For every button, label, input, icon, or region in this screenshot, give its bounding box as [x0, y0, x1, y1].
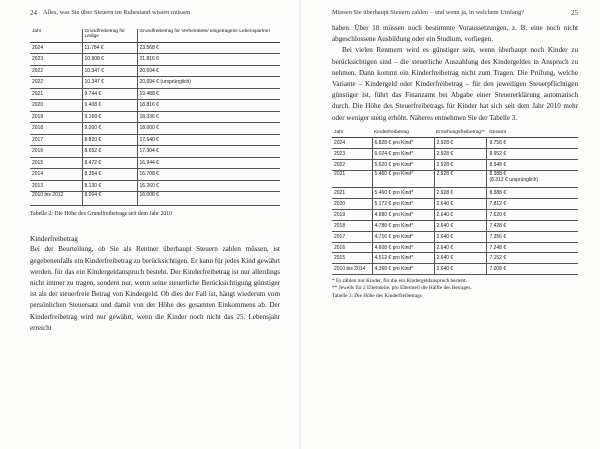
cell-child-allowance: 4.368 € pro Kind* [372, 264, 434, 275]
cell-married: 20.694 € (ursprünglich) [137, 77, 280, 89]
table-row [30, 77, 280, 89]
table-row [30, 169, 280, 181]
child-allowance-table [332, 130, 578, 275]
table-row [332, 220, 578, 231]
table-header-row [332, 130, 578, 138]
cell-care-allowance: 2.928 € [434, 149, 487, 160]
cell-year: 2014 [30, 169, 82, 181]
right-body-paragraph-1: haben. Über 18 müssen noch bestimmte Voraussetzungen, z. B. eine noch nicht abgeschlossene Ausbildung oder ein Studium, vorliegen. [332, 24, 578, 44]
cell-total [487, 171, 578, 188]
left-running-title: Alles, was Sie über Steuern im Ruhestand wissen müssen [43, 9, 191, 16]
cell-child-allowance: 5.620 € pro Kind* [372, 160, 434, 171]
cell-single: 8.472 € [82, 157, 137, 169]
cell-care-allowance: 2.640 € [434, 209, 487, 220]
table-row [332, 149, 578, 160]
cell-year: 2010 bis 2012 [30, 192, 82, 206]
cell-care-allowance: 2.640 € [434, 220, 487, 231]
cell-single: 11.784 € [82, 42, 137, 54]
right-body-paragraph-2: Bei vielen Rentnern wird es günstiger sein, wenn überhaupt noch Kinder zu berücksichtigen sind – die steuerliche Auszahlung des Kindergeldes in Anspruch zu nehmen. Dann kommt ein Kinderfreibetrag nicht zum Tragen. Die Prüfung, welche Variante – Kindergeld oder Kinderfreibetrag – für den jeweiligen Steuerpflichtigen günstiger ist, führt das Finanzamt bei Abgabe einer Steuererklärung automatisch durch. Die Höhe des Steuerfreibetrags für Kinder hat sich seit dem Jahr 2010 mehr oder weniger stetig erhöht. Näheres entnehmen Sie der Tabelle 3. [332, 46, 578, 122]
cell-year: 2024 [30, 42, 82, 54]
cell-care-allowance: 2.928 € [434, 138, 487, 149]
table-row [332, 253, 578, 264]
cell-year: 2020 [332, 198, 372, 209]
cell-married: 21.816 € [137, 54, 280, 66]
cell-married: 20.694 € [137, 65, 280, 77]
footnote-1: * Es zählen nur Kinder, für die ein Kindergeldanspruch besteht. [332, 278, 467, 285]
right-running-head [332, 9, 578, 17]
cell-care-allowance: 2.640 € [434, 242, 487, 253]
basic-allowance-table [30, 29, 280, 206]
cell-total: 7.356 € [487, 231, 578, 242]
cell-single: 10.908 € [82, 54, 137, 66]
cell-year: 2019 [332, 209, 372, 220]
cell-single: 10.347 € [82, 77, 137, 89]
cell-total: 7.248 € [487, 242, 578, 253]
left-running-head [30, 9, 280, 17]
header-care-allowance: Erziehungsfreibetrag** [436, 129, 485, 135]
cell-married: 16.260 € [137, 180, 280, 192]
cell-married: 23.568 € [137, 42, 280, 54]
cell-single: 8.354 € [82, 169, 137, 181]
table-2-caption: Tabelle 2: Die Höhe des Grundfreibetrags seit dem Jahr 2010 [30, 211, 173, 218]
cell-married: 18.336 € [137, 111, 280, 123]
cell-care-allowance: 2.640 € [434, 253, 487, 264]
cell-year: 2018 [30, 123, 82, 135]
right-page-number: 25 [571, 9, 578, 17]
table-row [332, 264, 578, 275]
section-heading-child-allowance: Kinderfreibetrag [30, 235, 78, 244]
cell-year: 2019 [30, 111, 82, 123]
cell-single: 8.652 € [82, 146, 137, 158]
cell-total: 7.008 € [487, 264, 578, 275]
cell-child-allowance: 5.460 € pro Kind* [372, 171, 434, 188]
cell-year: 2020 [30, 100, 82, 112]
table-row [30, 100, 280, 112]
table-row [30, 146, 280, 158]
cell-married: 18.816 € [137, 100, 280, 112]
table-row [332, 160, 578, 171]
header-total: Gesamt [488, 129, 507, 135]
cell-married: 17.640 € [137, 134, 280, 146]
cell-total: 7.812 € [487, 198, 578, 209]
table-row [332, 231, 578, 242]
cell-single: 8.130 € [82, 180, 137, 192]
cell-care-allowance: 2.928 € [434, 188, 487, 199]
cell-year: 2010 bis 2014 [332, 264, 372, 275]
cell-single: 10.347 € [82, 65, 137, 77]
cell-total-value: 8.388 € [489, 171, 507, 178]
cell-year: 2022 [30, 77, 82, 89]
cell-year: 2015 [332, 253, 372, 264]
cell-single: 9.744 € [82, 88, 137, 100]
cell-child-allowance: 4.980 € pro Kind* [372, 209, 434, 220]
cell-care-allowance: 2.640 € [434, 198, 487, 209]
cell-child-allowance: 5.460 € pro Kind* [372, 188, 434, 199]
cell-year: 2017 [332, 231, 372, 242]
cell-total: 7.428 € [487, 220, 578, 231]
child-allowance-table-body [332, 138, 578, 275]
cell-year: 2024 [332, 138, 372, 149]
cell-total: 7.152 € [487, 253, 578, 264]
cell-care-allowance: 2.928 € [434, 171, 487, 188]
left-page-number: 24 [30, 9, 37, 17]
cell-married: 18.000 € [137, 123, 280, 135]
table-row [30, 157, 280, 169]
table-row [332, 209, 578, 220]
cell-year: 2017 [30, 134, 82, 146]
footnotes [332, 278, 578, 300]
cell-year: 2022 [332, 160, 372, 171]
table-row [30, 123, 280, 135]
table-row [30, 111, 280, 123]
table-row [30, 180, 280, 192]
header-child-allowance: Kinderfreibetrag [374, 129, 409, 135]
table-header-row [30, 29, 280, 42]
table-row [332, 171, 578, 188]
cell-total-note: (8.312 € ursprünglich) [489, 176, 539, 183]
cell-single: 9.000 € [82, 123, 137, 135]
cell-year: 2021 [30, 88, 82, 100]
cell-year: 2021 [332, 171, 372, 188]
basic-allowance-table-body [30, 42, 280, 206]
cell-child-allowance: 6.828 € pro Kind* [372, 138, 434, 149]
table-row [30, 88, 280, 100]
cell-year: 2021 [332, 188, 372, 199]
right-running-title: Müssen Sie überhaupt Steuern zahlen – und wenn ja, in welchem Umfang? [332, 9, 525, 16]
cell-married: 19.488 € [137, 88, 280, 100]
table-row [30, 65, 280, 77]
table-row [332, 188, 578, 199]
cell-year: 2016 [30, 146, 82, 158]
table-row [30, 192, 280, 206]
cell-year: 2015 [30, 157, 82, 169]
cell-care-allowance: 2.640 € [434, 264, 487, 275]
header-year: Jahr [334, 129, 344, 135]
cell-year: 2018 [332, 220, 372, 231]
cell-single: 9.408 € [82, 100, 137, 112]
cell-year: 2023 [30, 54, 82, 66]
header-single: Grundfreibetrag für Ledige [82, 29, 137, 42]
cell-year: 2016 [332, 242, 372, 253]
cell-married: 16.944 € [137, 157, 280, 169]
cell-child-allowance: 4.788 € pro Kind* [372, 220, 434, 231]
right-page [300, 0, 600, 449]
cell-year: 2023 [332, 149, 372, 160]
cell-child-allowance: 6.024 € pro Kind* [372, 149, 434, 160]
cell-child-allowance: 4.716 € pro Kind* [372, 231, 434, 242]
cell-total: 8.952 € [487, 149, 578, 160]
cell-total: 9.756 € [487, 138, 578, 149]
cell-single: 8.004 € [82, 192, 137, 206]
cell-married: 16.708 € [137, 169, 280, 181]
footnote-2: ** Jeweils für 2 Elternteile, pro Elternteil die Hälfte des Betrages. [332, 285, 472, 292]
table-row [332, 198, 578, 209]
header-married: Grundfreibetrag für Verheiratete/ eingetragene Lebenspartner [137, 29, 280, 42]
table-3-caption: Tabelle 3: Die Höhe des Kinderfreibetrags [332, 292, 422, 299]
cell-care-allowance: 2.928 € [434, 160, 487, 171]
cell-total: 8.388 € [487, 188, 578, 199]
cell-child-allowance: 4.608 € pro Kind* [372, 242, 434, 253]
cell-married: 17.304 € [137, 146, 280, 158]
cell-year: 2013 [30, 180, 82, 192]
table-row [30, 42, 280, 54]
cell-single: 8.820 € [82, 134, 137, 146]
left-body-paragraph: Bei der Beurteilung, ob Sie als Rentner überhaupt Steuern zahlen müssen, ist gegebenenfalls ein Kinderfreibetrag zu berücksichtigen. Er kann für jedes Kind gewährt werden, für das ein Kindergeldanspruch besteht. Der Kinderfreibetrag ist nur allerdings nicht immer zu tragen, sondern nur, wenn seine steuerliche Berücksichtigung günstiger ist als der steuerfreie Betrag von Kindergeld. Ob dies der Fall ist, hängt wiederum vom persönlichen Steuersatz und damit von der Höhe des gesamten Einkommens ab. Der Kinderfreibetrag wird nur gewährt, wenn die Kinder noch nicht das 25. Lebensjahr erreicht [30, 245, 280, 332]
table-row [30, 54, 280, 66]
cell-child-allowance: 5.172 € pro Kind* [372, 198, 434, 209]
cell-total: 7.620 € [487, 209, 578, 220]
table-row [332, 138, 578, 149]
table-row [332, 242, 578, 253]
cell-year: 2022 [30, 65, 82, 77]
cell-child-allowance: 4.512 € pro Kind* [372, 253, 434, 264]
cell-total: 8.548 € [487, 160, 578, 171]
cell-married: 16.008 € [137, 192, 280, 206]
table-row [30, 134, 280, 146]
cell-single: 9.168 € [82, 111, 137, 123]
header-year: Jahr [30, 29, 82, 42]
cell-care-allowance: 2.640 € [434, 231, 487, 242]
